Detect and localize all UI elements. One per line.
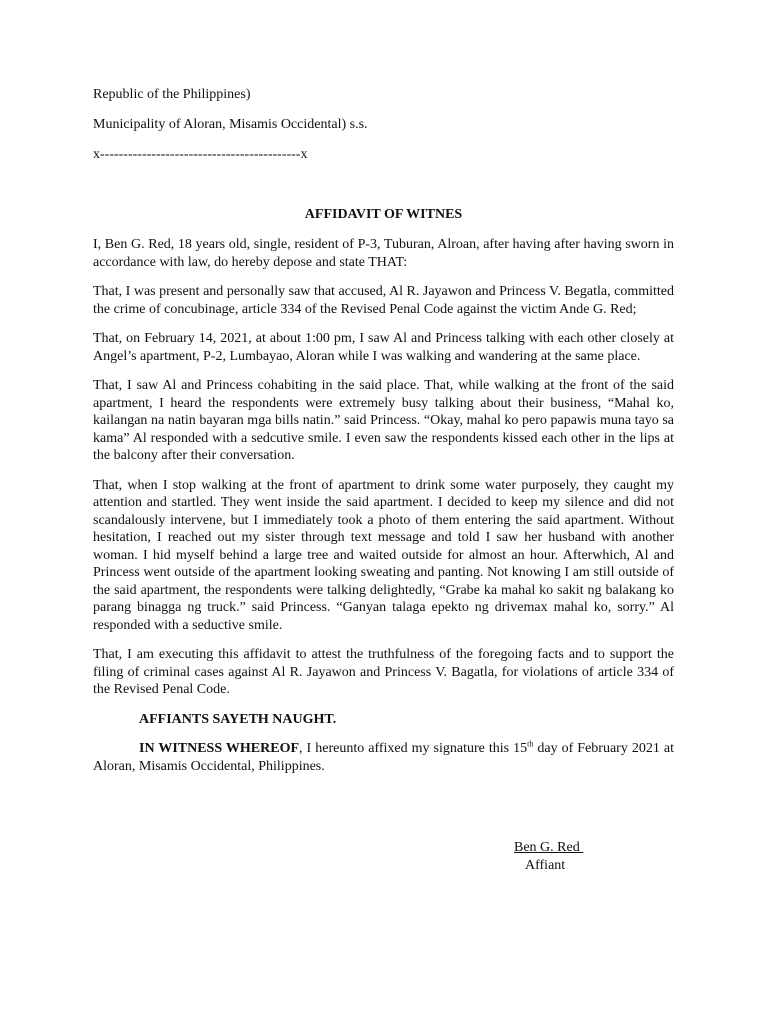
paragraph-purpose: That, I am executing this affidavit to attest the truthfulness of the foregoing facts and to support the filing of criminal cases against Al R. Jayawon and Princess V. Bagatla, for violations of article 334 of the Revised Penal Code.: [93, 647, 674, 697]
paragraph-photo-evidence: That, when I stop walking at the front of apartment to drink some water purposely, they caught my attention and startled. They went inside the said apartment. I decided to keep my silence and did not scandalously intervene, but I immediately took a photo of them entering the said apartment. Without hesitation, I reached out my sister through text message and told I saw her husband with another woman. I hid myself behind a large tree and waited outside for almost an hour. Afterwhich, Al and Princess went outside of the apartment looking sweating and panting. Not knowing I am still outside of the said apartment, the respondents were talking delightedly, “Grabe ka mahal ko sakit ng balakang ko parang binagga ng truck.” said Princess. “Ganyan talaga epekto ng drivemax mahal ko, sorry.” Al responded with a seductive smile.: [93, 477, 674, 633]
header-municipality: Municipality of Aloran, Misamis Occidental) s.s.: [93, 117, 368, 132]
signature-block: [514, 839, 634, 874]
paragraph-date-seen: That, on February 14, 2021, at about 1:00 pm, I saw Al and Princess talking with each other closely at Angel’s apartment, P-2, Lumbayao, Aloran while I was walking and wandering at the same place.: [93, 331, 674, 364]
document-title: AFFIDAVIT OF WITNES: [304, 207, 463, 222]
witness-text-before-day: , I hereunto affixed my signature this 15: [299, 741, 528, 756]
paragraph-intro: I, Ben G. Red, 18 years old, single, resident of P-3, Tuburan, Alroan, after having after having sworn in accordance with law, do hereby depose and state THAT:: [93, 237, 674, 270]
header-separator: x-------------------------------------------x: [93, 147, 308, 162]
witness-text-after-day: day of February 2021 at Aloran, Misamis Occidental, Philippines.: [93, 741, 674, 774]
affiants-statement: [93, 711, 674, 729]
paragraph-cohabiting: That, I saw Al and Princess cohabiting in the said place. That, while walking at the front of the said apartment, I heard the respondents were extremely busy talking about their business, “Mahal ko, kailangan na natin bayaran mga bills natin.” said Princess. “Okay, mahal ko pero papawis muna tayo sa kama” Al responded with a sedcutive smile. I even saw the respondents kissed each other in the lips at the balcony after their conversation.: [93, 378, 674, 463]
signature-role: Affiant: [525, 857, 566, 873]
witness-clause: [93, 740, 674, 775]
witness-lead: IN WITNESS WHEREOF: [139, 741, 300, 756]
affiants-line: AFFIANTS SAYETH NAUGHT.: [139, 711, 337, 727]
header-republic: Republic of the Philippines): [93, 87, 251, 102]
witness-day-suffix: th: [527, 739, 534, 749]
affidavit-document: [93, 86, 674, 787]
paragraph-accusation: That, I was present and personally saw that accused, Al R. Jayawon and Princess V. Begatla, committed the crime of concubinage, article 334 of the Revised Penal Code against the victim Ande G. Red;: [93, 284, 674, 317]
signature-name: Ben G. Red: [514, 840, 584, 855]
